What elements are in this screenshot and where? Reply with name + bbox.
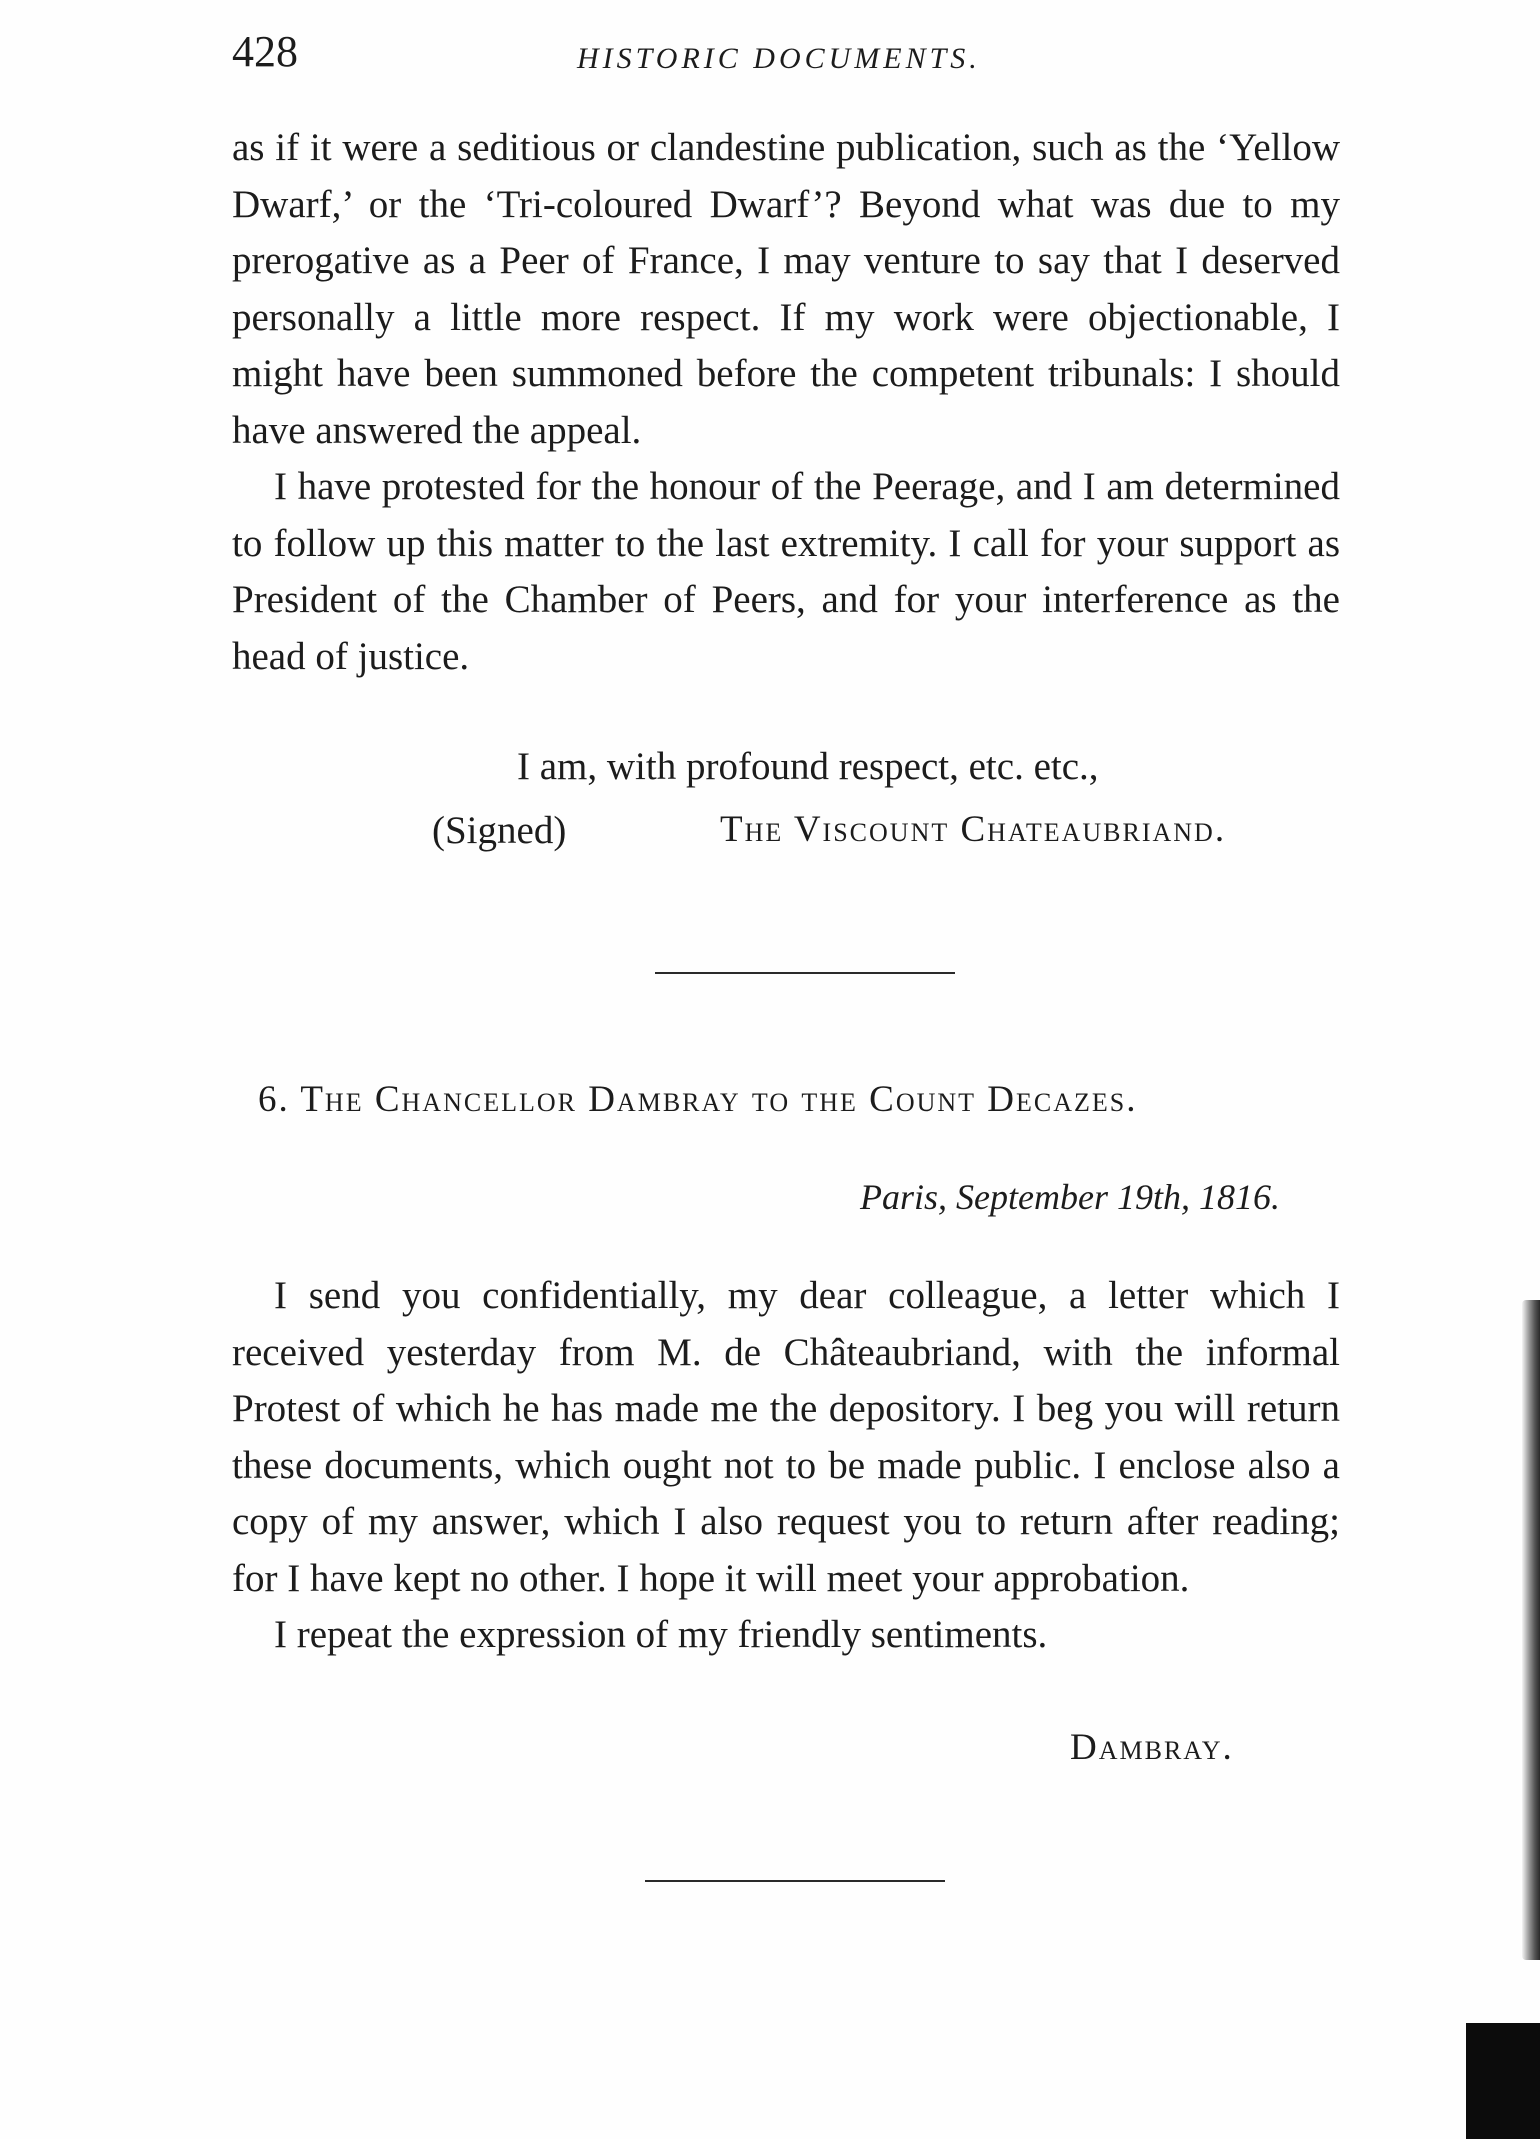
page-header — [232, 26, 1342, 86]
page-number: 428 — [232, 27, 298, 76]
letter-5-body — [232, 120, 1340, 685]
letter-6-paragraph-2: I repeat the expression of my friendly sentiments. — [274, 1613, 1048, 1656]
letter-6-paragraph-1: I send you confidentially, my dear colleague, a letter which I received yesterday from M. de Châteaubriand, with the informal Protest of which he has made me the depository. I beg you will return these documents, which ought not to be made public. I enclose also a copy of my answer, which I also request you to return after reading; for I have kept no other. I hope it will meet your approbation. — [232, 1274, 1340, 1600]
running-head: HISTORIC DOCUMENTS. — [577, 42, 981, 75]
scan-corner-shadow — [1466, 2023, 1540, 2139]
section-divider-2 — [645, 1880, 945, 1882]
letter-5-closing: I am, with profound respect, etc. etc., — [517, 745, 1099, 788]
signed-label: (Signed) — [432, 809, 567, 852]
scan-edge-shadow — [1522, 1300, 1540, 1960]
letter-5-signatory: The Viscount Chateaubriand. — [720, 809, 1227, 850]
letter-6-heading: 6. The Chancellor Dambray to the Count Decazes. — [258, 1079, 1138, 1120]
letter-6-dateline: Paris, September 19th, 1816. — [860, 1177, 1280, 1217]
section-divider-1 — [655, 972, 955, 974]
letter-5-paragraph-2: I have protested for the honour of the Peerage, and I am determined to follow up this matter to the last extremity. I call for your support as President of the Chamber of Peers, and for your interference as the head of justice. — [232, 465, 1340, 678]
letter-6-signatory: Dambray. — [1070, 1727, 1234, 1768]
letter-6-body — [232, 1268, 1340, 1664]
letter-5-paragraph-1: as if it were a seditious or clandestine publication, such as the ‘Yellow Dwarf,’ or the ‘Tri-coloured Dwarf’? Beyond what was due to my prerogative as a Peer of France, I may venture to say that I deserved personally a little more respect. If my work were objectionable, I might have been summoned before the competent tribunals: I should have answered the appeal. — [232, 126, 1340, 452]
